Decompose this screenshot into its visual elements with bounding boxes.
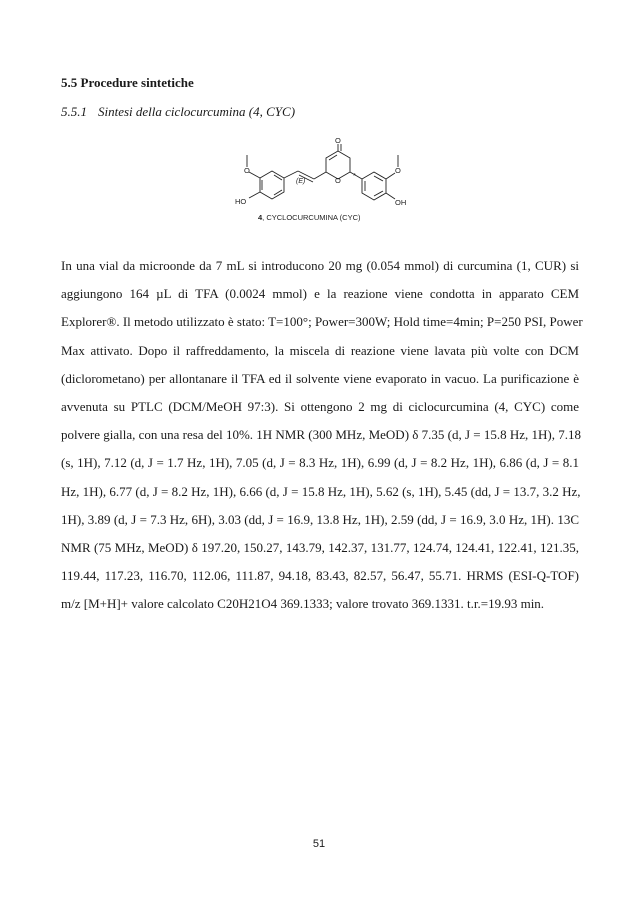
right-hydroxyl-label: OH bbox=[395, 198, 407, 207]
paragraph-line: (diclorometano) per allontanare il TFA ed il solvente viene evaporato in vacuo. La purificazione è bbox=[61, 370, 579, 386]
paragraph-line: 1H), 3.89 (d, J = 7.3 Hz, 6H), 3.03 (dd, J = 16.9, 13.8 Hz, 1H), 2.59 (dd, J = 16.9, 3.0 Hz, 1H). 13C bbox=[61, 511, 579, 527]
paragraph-line: polvere gialla, con una resa del 10%. 1H NMR (300 MHz, MeOD) δ 7.35 (d, J = 15.8 Hz, 1H), 7.18 bbox=[61, 427, 581, 443]
paragraph-line: Explorer®. Il metodo utilizzato è stato: T=100°; Power=300W; Hold time=4min; P=250 PSI, Power bbox=[61, 314, 583, 330]
subsection-title: Sintesi della ciclocurcumina (4, CYC) bbox=[98, 104, 296, 119]
left-hydroxyl-label: HO bbox=[235, 197, 247, 206]
paragraph-line: In una vial da microonde da 7 mL si introducono 20 mg (0.054 mmol) di curcumina (1, CUR) si bbox=[61, 258, 579, 273]
paragraph-line: avvenuta su PTLC (DCM/MeOH 97:3). Si ottengono 2 mg di ciclocurcumina (4, CYC) come bbox=[61, 399, 579, 415]
paragraph-line: NMR (75 MHz, MeOD) δ 197.20, 150.27, 143.79, 142.37, 131.77, 124.74, 124.41, 122.41, 121.35, bbox=[61, 540, 579, 556]
page-number: 51 bbox=[312, 838, 326, 850]
subsection-number: 5.5.1 bbox=[61, 104, 87, 119]
paragraph-line: m/z [M+H]+ valore calcolato C20H21O4 369.1333; valore trovato 369.1331. t.r.=19.93 min. bbox=[61, 596, 545, 612]
stereocenter-mark: * bbox=[353, 171, 356, 180]
paragraph-line: 119.44, 117.23, 116.70, 112.06, 111.87, 94.18, 83.43, 82.57, 56.47, 55.71. HRMS (ESI-Q-TOF) bbox=[61, 568, 579, 584]
e-stereo-label: (E) bbox=[296, 178, 306, 185]
carbonyl-oxygen: O bbox=[335, 136, 341, 145]
caption-compound-name: , CYCLOCURCUMINA (CYC) bbox=[262, 213, 361, 222]
paragraph-line: (s, 1H), 7.12 (d, J = 1.7 Hz, 1H), 7.05 (d, J = 8.3 Hz, 1H), 6.99 (d, J = 8.2 Hz, 1H), 6.86 (d, J = 8.1 bbox=[61, 455, 579, 471]
left-methoxy-oxygen: O bbox=[244, 166, 250, 175]
pyranone-ring bbox=[326, 151, 350, 179]
paragraph-line: Max attivato. Dopo il raffreddamento, la miscela di reazione viene lavata più volte con DCM bbox=[61, 342, 579, 358]
ring-oxygen: O bbox=[335, 176, 341, 185]
section-heading: 5.5 Procedure sintetiche bbox=[61, 75, 194, 90]
paragraph-line: aggiungono 164 µL di TFA (0.0024 mmol) e la reazione viene condotta in apparato CEM bbox=[61, 286, 579, 302]
subsection-heading bbox=[61, 104, 295, 120]
paragraph-line: Hz, 1H), 6.77 (d, J = 8.2 Hz, 1H), 6.66 (d, J = 15.8 Hz, 1H), 5.62 (s, 1H), 5.45 (dd, J = 13.7, 3.2 Hz, bbox=[61, 483, 581, 499]
right-methoxy-oxygen: O bbox=[395, 166, 401, 175]
caption-compound-number: 4 bbox=[258, 213, 263, 222]
scheme-caption bbox=[258, 213, 361, 222]
left-aromatic-ring bbox=[260, 171, 284, 199]
procedure-paragraph bbox=[61, 252, 583, 619]
